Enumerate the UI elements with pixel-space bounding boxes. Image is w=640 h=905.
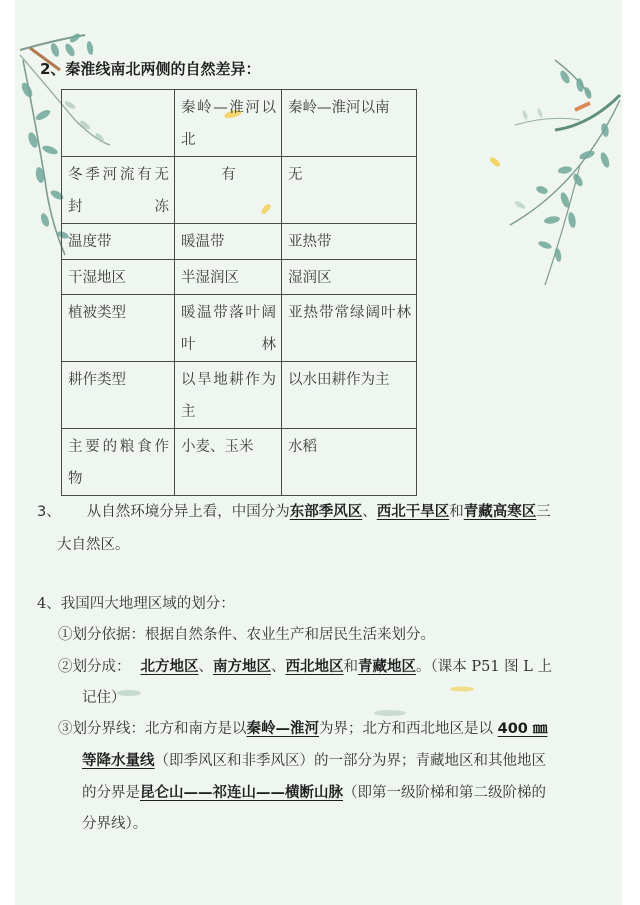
section-4-item-3-line-3: [82, 777, 546, 809]
section-3-number: 3、: [37, 504, 61, 520]
comparison-table: [61, 89, 417, 496]
separator: 、: [198, 659, 213, 675]
separator: 、: [271, 659, 286, 675]
foliage-decoration-right-icon: [480, 55, 625, 295]
section-3-text: 三: [536, 504, 551, 520]
section-4-item-3-line-2: [82, 745, 546, 777]
table-cell: 小麦、玉米: [175, 429, 282, 496]
isohyet-400mm: 400 ㎜: [497, 721, 548, 737]
table-cell: 主要的粮食作物: [62, 429, 175, 496]
qinling-huaihe-boundary: 秦岭—淮河: [246, 721, 319, 737]
table-cell: 有: [175, 157, 282, 224]
table-cell: 以旱地耕作为主: [175, 362, 282, 429]
table-row: [62, 157, 417, 224]
table-cell: 植被类型: [62, 295, 175, 362]
section-3-line-1: [37, 496, 551, 528]
section-4-item-1: [58, 619, 435, 651]
section-2-heading: 2、秦淮线南北两侧的自然差异：: [40, 60, 261, 78]
section-3-text: 从自然环境分异上看，中国分为: [86, 504, 290, 520]
table-cell: 冬季河流有无封冻: [62, 157, 175, 224]
table-cell: 湿润区: [282, 259, 417, 295]
region-northwest-arid: 西北干旱区: [376, 504, 450, 520]
region-tibet: 青藏地区: [358, 659, 416, 675]
table-cell: 亚热带常绿阔叶林: [282, 295, 417, 362]
separator: 和: [449, 504, 464, 520]
separator: 、: [362, 504, 377, 520]
table-cell: 半湿润区: [175, 259, 282, 295]
section-4-heading: 4、我国四大地理区域的划分：: [37, 596, 235, 612]
section-4-item-3-line-4: 分界线）。: [82, 816, 148, 832]
item-text: 划分依据：根据自然条件、农业生产和居民生活来划分。: [72, 627, 435, 643]
table-cell: 暖温带落叶阔叶林: [175, 295, 282, 362]
kunlun-qilian-hengduan-boundary: 昆仑山——祁连山——横断山脉: [140, 785, 343, 801]
table-row: [62, 362, 417, 429]
item-text: （即第一级阶梯和第二级阶梯的: [343, 785, 546, 801]
table-cell: 暖温带: [175, 224, 282, 260]
section-3-line-2: 大自然区。: [57, 537, 130, 553]
table-header-cell: [62, 90, 175, 157]
item-text: 为界；北方和西北地区是以: [319, 721, 498, 737]
item-text: （即季风区和非季风区）的一部分为界；青藏地区和其他地区: [154, 753, 546, 769]
section-4-item-2: [58, 651, 552, 683]
item-text: 划分成：: [72, 659, 131, 675]
table-header-cell: 秦岭—淮河以北: [175, 90, 282, 157]
region-north: 北方地区: [140, 659, 199, 675]
table-row: [62, 429, 417, 496]
table-cell: 干湿地区: [62, 259, 175, 295]
table-header-row: [62, 90, 417, 157]
table-cell: 无: [282, 157, 417, 224]
table-cell: 耕作类型: [62, 362, 175, 429]
circled-number-3: ③: [58, 721, 73, 737]
isohyet-line-label: 等降水量线: [82, 753, 155, 769]
region-tibet-alpine: 青藏高寒区: [463, 504, 537, 520]
table-row: [62, 224, 417, 260]
section-4-item-2-line-2: 记住）: [82, 690, 126, 706]
region-south: 南方地区: [213, 659, 271, 675]
table-cell: 水稻: [282, 429, 417, 496]
table-row: [62, 259, 417, 295]
table-cell: 以水田耕作为主: [282, 362, 417, 429]
table-header-cell: 秦岭—淮河以南: [282, 90, 417, 157]
circled-number-2: ②: [58, 659, 73, 675]
petal-decoration-icon: [487, 154, 503, 170]
region-east-monsoon: 东部季风区: [289, 504, 363, 520]
section-4-item-3: [58, 713, 547, 745]
item-text: 。（课本 P51 图 L 上: [416, 659, 553, 675]
table-cell: 温度带: [62, 224, 175, 260]
region-northwest: 西北地区: [285, 659, 344, 675]
circled-number-1: ①: [58, 627, 73, 643]
table-row: [62, 295, 417, 362]
separator: 和: [343, 659, 358, 675]
item-text: 的分界是: [82, 785, 140, 801]
petal-decoration-icon: [448, 684, 476, 694]
item-text: 划分界线：北方和南方是以: [72, 721, 247, 737]
table-cell: 亚热带: [282, 224, 417, 260]
